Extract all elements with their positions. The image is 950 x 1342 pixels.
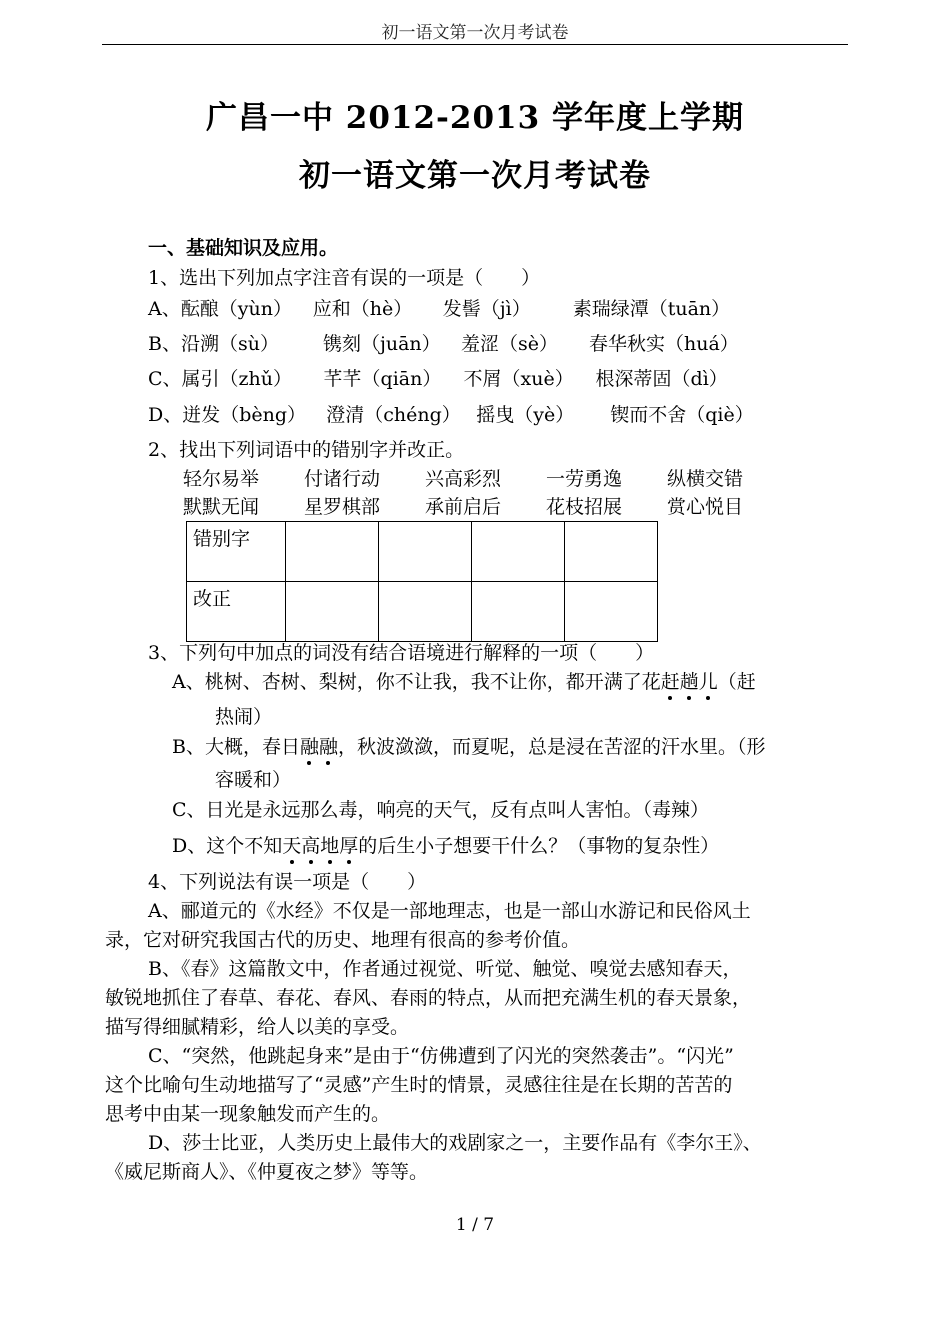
option-item: 不屑（xuè） bbox=[463, 368, 574, 390]
option-label: A、 bbox=[148, 298, 181, 320]
option-text: （赶 bbox=[717, 671, 756, 693]
q4-stem: 4、下列说法有误一项是（ ） bbox=[148, 871, 427, 893]
option-text: A、桃树、杏树、梨树，你不让我，我不让你，都开满了花 bbox=[172, 671, 661, 693]
word-item: 付诸行动 bbox=[304, 468, 381, 490]
table-row bbox=[187, 522, 658, 582]
section-heading: 一、基础知识及应用。 bbox=[148, 237, 339, 259]
option-label: C、 bbox=[148, 368, 182, 390]
q3-option-c: C、日光是永远那么毒，响亮的天气，反有点叫人害怕。（毒辣） bbox=[172, 799, 710, 821]
option-item: 素瑞绿潭（tuān） bbox=[572, 298, 731, 320]
word-item: 兴高彩烈 bbox=[425, 468, 502, 490]
option-item: 沿溯（sù） bbox=[180, 333, 279, 355]
q4-option-a: A、郦道元的《水经》不仅是一部地理志，也是一部山水游记和民俗风土 bbox=[148, 900, 751, 922]
q2-words-row-1 bbox=[183, 467, 743, 491]
option-text: ，秋波潋潋，而夏呢，总是浸在苦涩的汗水里。（形 bbox=[338, 736, 766, 758]
q3-option-a-cont: 热闹） bbox=[215, 706, 273, 728]
q1-option-b bbox=[148, 332, 739, 356]
word-item: 赏心悦目 bbox=[667, 496, 744, 518]
q1-option-d bbox=[148, 403, 754, 427]
q3-option-a bbox=[172, 670, 756, 694]
q4-option-b-cont: 描写得细腻精彩，给人以美的享受。 bbox=[105, 1016, 410, 1038]
word-item: 花枝招展 bbox=[546, 496, 623, 518]
title-line-1: 广昌一中 2012-2013 学年度上学期 bbox=[205, 100, 744, 136]
option-item: 根深蒂固（dì） bbox=[595, 368, 728, 390]
q4-option-b: B、《春》这篇散文中，作者通过视觉、听觉、触觉、嗅觉去感知春天， bbox=[148, 958, 742, 980]
option-text: 的后生小子想要干什么？（事物的复杂性） bbox=[358, 835, 720, 857]
q3-stem: 3、下列句中加点的词没有结合语境进行解释的一项（ ） bbox=[148, 642, 655, 664]
answer-cell[interactable] bbox=[286, 522, 379, 582]
option-item: 镌刻（juān） bbox=[322, 333, 441, 355]
header-rule bbox=[102, 44, 848, 45]
page-number: 1 / 7 bbox=[455, 1215, 495, 1235]
q4-option-c-cont: 思考中由某一现象触发而产生的。 bbox=[105, 1103, 391, 1125]
q4-option-d: D、莎士比亚，人类历史上最伟大的戏剧家之一，主要作品有《李尔王》、 bbox=[148, 1132, 762, 1154]
emphasis-dots: 赶趟儿 bbox=[660, 671, 718, 693]
q4-option-c: C、“突然，他跳起身来”是由于“仿佛遭到了闪光的突然袭击”。“闪光” bbox=[148, 1045, 734, 1067]
title-line-2: 初一语文第一次月考试卷 bbox=[299, 158, 651, 194]
word-item: 承前启后 bbox=[425, 496, 502, 518]
option-item: 羞涩（sè） bbox=[460, 333, 558, 355]
option-item: 春华秋实（huá） bbox=[588, 333, 739, 355]
answer-cell[interactable] bbox=[565, 582, 658, 642]
option-item: 摇曳（yè） bbox=[476, 404, 575, 426]
q3-option-d bbox=[172, 834, 719, 858]
option-text: B、大概，春日 bbox=[172, 736, 300, 758]
q2-stem: 2、找出下列词语中的错别字并改正。 bbox=[148, 439, 465, 461]
word-item: 一劳勇逸 bbox=[546, 468, 623, 490]
answer-cell[interactable] bbox=[472, 522, 565, 582]
word-item: 轻尔易举 bbox=[183, 468, 260, 490]
q1-option-a bbox=[148, 297, 730, 321]
answer-cell[interactable] bbox=[379, 522, 472, 582]
option-item: 锲而不舍（qiè） bbox=[610, 404, 754, 426]
word-item: 默默无闻 bbox=[183, 496, 260, 518]
answer-cell[interactable] bbox=[472, 582, 565, 642]
option-label: D、 bbox=[148, 404, 183, 426]
answer-cell[interactable] bbox=[286, 582, 379, 642]
option-item: 发髻（jì） bbox=[442, 298, 531, 320]
q4-option-b-cont: 敏锐地抓住了春草、春花、春风、春雨的特点，从而把充满生机的春天景象， bbox=[105, 987, 752, 1009]
q3-option-b-cont: 容暖和） bbox=[215, 769, 292, 791]
option-item: 芊芊（qiān） bbox=[323, 368, 442, 390]
q4-option-c-cont: 这个比喻句生动地描写了“灵感”产生时的情景，灵感往往是在长期的苦苦的 bbox=[105, 1074, 733, 1096]
emphasis-dots: 融融 bbox=[299, 736, 338, 758]
answer-cell[interactable] bbox=[565, 522, 658, 582]
correction-table bbox=[186, 521, 658, 642]
table-row bbox=[187, 582, 658, 642]
word-item: 纵横交错 bbox=[667, 468, 744, 490]
option-item: 迸发（bèng） bbox=[182, 404, 307, 426]
q4-option-a-cont: 录，它对研究我国古代的历史、地理有很高的参考价值。 bbox=[105, 929, 581, 951]
running-header: 初一语文第一次月考试卷 bbox=[381, 23, 569, 43]
q1-option-c bbox=[148, 367, 728, 391]
q2-words-row-2 bbox=[183, 495, 743, 519]
q3-option-b bbox=[172, 735, 766, 759]
option-item: 应和（hè） bbox=[312, 298, 413, 320]
table-header-cell: 改正 bbox=[187, 582, 286, 642]
option-text: D、这个不知 bbox=[172, 835, 283, 857]
option-item: 澄清（chéng） bbox=[326, 404, 461, 426]
option-item: 属引（zhǔ） bbox=[181, 368, 293, 390]
answer-cell[interactable] bbox=[379, 582, 472, 642]
dotted-word bbox=[661, 671, 718, 693]
option-item: 酝酿（yùn） bbox=[180, 298, 292, 320]
table-header-cell: 错别字 bbox=[187, 522, 286, 582]
q4-option-d-cont: 《威尼斯商人》、《仲夏夜之梦》等等。 bbox=[105, 1161, 429, 1183]
q1-stem: 1、选出下列加点字注音有误的一项是（ ） bbox=[148, 267, 541, 289]
word-item: 星罗棋部 bbox=[304, 496, 381, 518]
option-label: B、 bbox=[148, 333, 181, 355]
emphasis-dots: 天高地厚 bbox=[282, 835, 359, 857]
